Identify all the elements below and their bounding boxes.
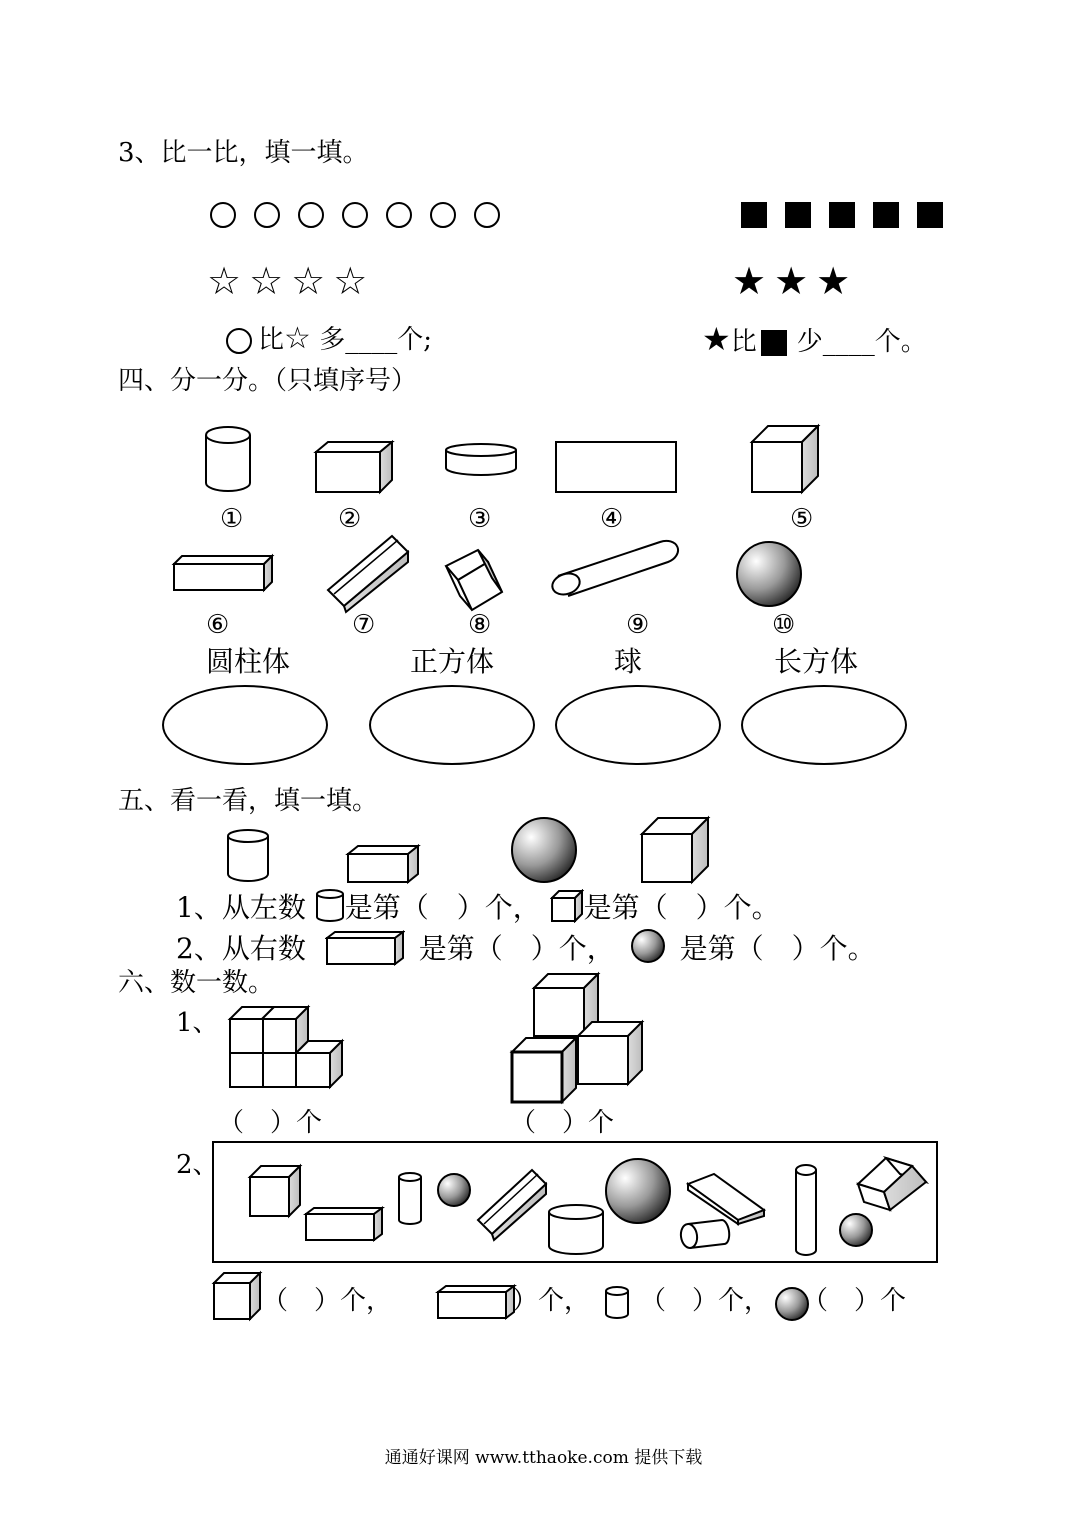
answer-oval-sphere[interactable] [555, 685, 721, 765]
sphere-icon [735, 540, 803, 608]
square-icon [873, 202, 899, 228]
circle-icon [226, 328, 252, 354]
cube-icon [248, 1164, 302, 1218]
star-icon: ☆ [284, 321, 311, 356]
circle-icon [298, 202, 324, 228]
cuboid-icon [304, 1206, 384, 1242]
star-icon: ★ [774, 259, 809, 303]
square-icon [917, 202, 943, 228]
q6-p1-answer-b: （ ）个 [510, 1108, 615, 1138]
answer-blank: 多____个; [319, 325, 432, 355]
category-cylinder: 圆柱体 [206, 645, 291, 678]
sphere-icon [630, 928, 666, 964]
label-8: ⑧ [468, 610, 492, 640]
cuboid-icon [326, 532, 412, 614]
star-icon: ☆ [249, 259, 284, 303]
circle-icon [386, 202, 412, 228]
q5-line2-mid: 是第（ ）个， [418, 932, 615, 965]
cube-stack-b [510, 970, 646, 1104]
p2-answer-cylinder: （ ）个， [640, 1286, 771, 1316]
square-icon [761, 330, 787, 356]
cuboid-icon [476, 1166, 550, 1242]
cuboid-icon [436, 1284, 516, 1320]
cylinder-icon [444, 442, 518, 478]
circle-icon [474, 202, 500, 228]
q5-title: 五、看一看，填一填。 [118, 786, 379, 816]
cube-icon [444, 544, 504, 612]
q6-part2-label: 2、 [176, 1150, 219, 1180]
label-5: ⑤ [790, 504, 814, 534]
cylinder-icon [226, 828, 270, 884]
label-9: ⑨ [626, 610, 650, 640]
circle-row [210, 202, 518, 228]
sphere-icon [838, 1212, 874, 1248]
category-cube: 正方体 [410, 645, 495, 678]
page-footer: 通通好课网 www.tthaoke.com 提供下载 [384, 1448, 703, 1468]
label-2: ② [338, 504, 362, 534]
cube-icon [750, 424, 822, 494]
q6-p1-answer-a: （ ）个 [218, 1108, 323, 1138]
cuboid-icon [346, 844, 420, 884]
answer-oval-cube[interactable] [369, 685, 535, 765]
q6-part1-label: 1、 [176, 1008, 219, 1038]
cylinder-icon [794, 1164, 818, 1258]
label-6: ⑥ [206, 610, 230, 640]
square-icon [785, 202, 811, 228]
compare-word: 比 [730, 327, 757, 357]
q5-line1-mid: 是第（ ）个， [344, 891, 541, 924]
label-4: ④ [600, 504, 624, 534]
cube-icon [856, 1156, 928, 1212]
cube-icon [212, 1271, 262, 1321]
sphere-icon [604, 1157, 672, 1225]
answer-blank: 少____个。 [796, 327, 927, 357]
circle-icon [430, 202, 456, 228]
compare-line-2 [702, 320, 927, 358]
label-1: ① [220, 504, 244, 534]
cube-icon [550, 889, 584, 923]
p2-answer-sphere: （ ）个 [802, 1286, 907, 1316]
star-icon: ☆ [207, 259, 242, 303]
white-star-row [207, 259, 375, 303]
cuboid-icon [686, 1172, 766, 1224]
category-sphere: 球 [614, 645, 643, 678]
star-icon: ★ [732, 259, 767, 303]
q5-line2-prefix: 2、从右数 [176, 932, 306, 965]
q5-line1-end: 是第（ ）个。 [583, 891, 780, 924]
circle-icon [254, 202, 280, 228]
sphere-icon [510, 816, 578, 884]
category-cuboid: 长方体 [774, 645, 859, 678]
circle-icon [342, 202, 368, 228]
compare-line-1 [226, 321, 432, 356]
q5-line-2 [176, 928, 876, 966]
q5-line1-prefix: 1、从左数 [176, 891, 306, 924]
p2-answer-cuboid: ）个， [512, 1286, 591, 1316]
cuboid-icon [325, 930, 405, 966]
cylinder-icon [397, 1172, 423, 1226]
q3-title: 3、比一比，填一填。 [118, 138, 369, 168]
cuboid-icon [314, 440, 394, 494]
square-icon [829, 202, 855, 228]
star-icon: ☆ [291, 259, 326, 303]
cylinder-icon [678, 1218, 730, 1250]
cylinder-icon [204, 425, 252, 493]
q6-title: 六、数一数。 [118, 968, 275, 998]
q5-line2-end: 是第（ ）个。 [679, 932, 876, 965]
star-icon: ★ [816, 259, 851, 303]
answer-oval-cylinder[interactable] [162, 685, 328, 765]
q5-line-1 [176, 889, 780, 924]
label-10: ⑩ [772, 610, 796, 640]
square-row [741, 202, 961, 228]
label-7: ⑦ [352, 610, 376, 640]
rectangle-icon [554, 440, 678, 494]
circle-icon [210, 202, 236, 228]
cylinder-icon [547, 1204, 605, 1256]
answer-oval-cuboid[interactable] [741, 685, 907, 765]
cylinder-icon [315, 889, 345, 923]
square-icon [741, 202, 767, 228]
cube-icon [640, 816, 710, 884]
compare-word: 比 [258, 325, 285, 355]
cube-stack-a [228, 1003, 348, 1089]
q4-title: 四、分一分。（只填序号） [118, 366, 418, 396]
label-3: ③ [468, 504, 492, 534]
cylinder-icon [604, 1286, 630, 1320]
cylinder-icon [548, 536, 680, 600]
cuboid-icon [172, 554, 274, 592]
black-star-row [732, 259, 858, 303]
star-icon: ★ [702, 320, 731, 358]
star-icon: ☆ [333, 259, 368, 303]
sphere-icon [436, 1172, 472, 1208]
p2-answer-cube: （ ）个， [262, 1286, 393, 1316]
